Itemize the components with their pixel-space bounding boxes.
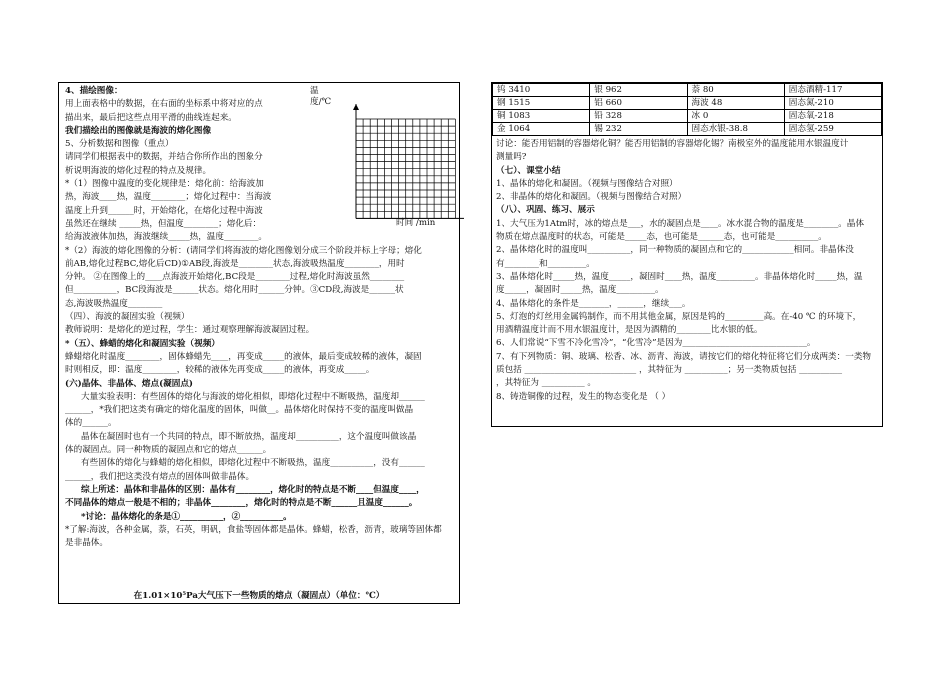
left-line: 我们描绘出的图像就是海波的熔化图像	[65, 125, 212, 136]
left-line: 4、描绘图像：	[65, 86, 123, 96]
table-cell: 铜 1083	[493, 110, 590, 123]
y-axis-label-line1: 温	[310, 86, 319, 96]
left-line: 给海波液体加热，海波继续_____热，温度________。	[65, 232, 267, 243]
right-line: 1、大气压为1Atm时，冰的熔点是___，水的凝固点是____。冰水混合物的温度是________。晶体	[496, 218, 865, 229]
left-line: 教师说明：是熔化的逆过程，学生：通过观察理解海波凝固过程。	[65, 325, 315, 336]
coordinate-grid	[304, 86, 464, 236]
right-line: 1、晶体的熔化和凝固。（视频与图像结合对照）	[496, 178, 678, 189]
y-axis-label-line2: 度/℃	[310, 97, 332, 107]
left-line: 体的凝固点。同一种物质的凝固点和它的熔点______。	[65, 445, 272, 456]
right-line: 4、晶体熔化的条件是_______，______，继续___。	[496, 298, 691, 309]
left-line: 有些固体的熔化与蜂蜡的熔化相似，即熔化过程中不断吸热，温度__________，没有______	[81, 458, 425, 469]
left-line: ______，*我们把这类有确定的熔化温度的固体，叫做__。晶体熔化时保持不变的温度叫做晶	[65, 405, 414, 416]
left-line: 虽然还在继续 _____热，但温度________；熔化后：	[65, 218, 262, 229]
left-line: 热，海波____热，温度________；熔化过程中：当海波	[65, 192, 272, 203]
table-cell: 钨 3410	[493, 84, 590, 97]
right-line: 讨论：能否用铝制的容器熔化铜？能否用铝制的容器熔化锡？南极室外的温度能用水银温度计	[496, 139, 849, 149]
left-line: 晶体在凝固时也有一个共同的特点，即不断放热，温度却__________，这个温度叫做该晶	[81, 431, 417, 442]
table-cell: 萘 80	[687, 84, 784, 97]
table-row	[493, 110, 882, 123]
left-line: 体的______。	[65, 418, 117, 429]
table-cell: 固态酒精-117	[784, 84, 881, 97]
left-line: 请同学们根据表中的数据，并结合你所作出的图象分	[65, 152, 263, 163]
right-line: （八）、巩固、练习、展示	[496, 205, 595, 216]
y-axis-arrow	[353, 104, 359, 110]
right-line: 8、铸造铜像的过程，发生的物态变化是 （ ）	[496, 391, 671, 402]
table-cell: 钢 1515	[493, 97, 590, 110]
right-line: 用酒精温度计而不用水银温度计，是因为酒精的________比水银的低。	[496, 325, 763, 336]
left-line: 析说明海波的熔化过程的特点及规律。	[65, 165, 212, 176]
left-line: *（1）图像中温度的变化规律是：熔化前：给海波加	[65, 179, 264, 190]
left-line: （四）、海波的凝固实验（视频）	[65, 312, 190, 323]
melting-point-table	[492, 83, 882, 136]
left-line: *（2）海波的熔化图像的分析：(请同学们将海波的熔化图像划分成三个阶段并标上字母；熔化	[65, 245, 422, 256]
right-line: 物质在熔点温度时的状态，可能是_____态，也可能是______态，也可能是__________。	[496, 232, 827, 243]
table-cell: 铝 660	[590, 97, 687, 110]
right-line: 6、人们常说“下雪不冷化雪冷”，“化雪冷”是因为_____________________________。	[496, 338, 816, 349]
right-line: 有________和_________。	[496, 258, 595, 269]
right-line: 3、晶体熔化时_____热，温度_____，凝固时____热，温度_________。非晶体熔化时_____热，温	[496, 271, 863, 282]
table-cell: 银 962	[590, 84, 687, 97]
left-line: ______，我们把这类没有熔点的固体叫做非晶体。	[65, 471, 255, 482]
table-cell: 固态水银-38.8	[687, 123, 784, 136]
right-line: 质包括 __________________________ ，其特征为 __________；另一类物质包括 __________	[496, 365, 843, 376]
left-line: 描出来，最后把这些点用平滑的曲线连起来。	[65, 112, 237, 123]
table-row	[493, 123, 882, 136]
table-caption: 在1.01×10⁵Pa大气压下一些物质的熔点（凝固点）（单位：℃）	[133, 591, 385, 601]
table-cell: 固态氧-218	[784, 110, 881, 123]
grid-svg	[304, 86, 464, 236]
table-cell: 固态氮-210	[784, 97, 881, 110]
left-line: 5、分析数据和图像（重点）	[65, 139, 174, 150]
left-line: 用上面表格中的数据，在右面的坐标系中将对应的点	[65, 99, 263, 110]
right-line: 5、灯泡的灯丝用金属钨制作，而不用其他金属，原因是钨的_________高。在-40 ℃ 的环境下，	[496, 311, 862, 322]
table-cell: 固态氢-259	[784, 123, 881, 136]
right-text-block	[496, 138, 882, 404]
right-line: 7、有下列物质：铜、玻璃、松香、冰、沥青、海波，请按它们的熔化特征将它们分成两类：一类物	[496, 351, 872, 362]
left-line: 蜂蜡熔化时温度________，固体蜂蜡先____，再变成_____的液体，最后变成较稀的液体，凝固	[65, 351, 422, 362]
right-line: （七）、课堂小结	[496, 165, 561, 176]
left-line: *（五）、蜂蜡的熔化和凝固实验（视频）	[65, 338, 220, 349]
left-line: 但__________，BC段海波是______状态。熔化用时______分钟。③CD段,海波是______状	[65, 285, 404, 296]
right-line: ，其特征为 __________ 。	[496, 378, 596, 389]
left-line: (六)晶体、非晶体、熔点(凝固点)	[65, 378, 193, 389]
right-line: 2、非晶体的熔化和凝固。（视频与图像结合对照）	[496, 192, 687, 203]
table-cell: 冰 0	[687, 110, 784, 123]
table-row	[493, 84, 882, 97]
left-line: 是非晶体。	[65, 538, 108, 549]
left-line: *了解:海波，各种金属，萘，石英，明矾，食盐等固体都是晶体。蜂蜡，松香，沥青，玻璃等固体都	[65, 524, 442, 535]
x-axis-label: 时间 /min	[396, 218, 436, 228]
left-line: 时则相反，即：温度________，较稀的液体先再变成_____的液体，再变成_____。	[65, 365, 375, 376]
table-row	[493, 97, 882, 110]
table-cell: 锡 232	[590, 123, 687, 136]
left-line: 前AB,熔化过程BC,熔化后CD)①AB段,海波是________状态,海波吸热温度________，用时	[65, 258, 405, 269]
left-line: *讨论：晶体熔化的条是①__________，②__________。	[81, 511, 292, 522]
table-cell: 海波 48	[687, 97, 784, 110]
left-line: 态,海波吸热温度________	[65, 298, 163, 309]
right-line: 2、晶体熔化时的温度叫__________，同一种物质的凝固点和它的____________相同。非晶体没	[496, 245, 854, 256]
left-line: 不同晶体的熔点一般是不相的；非晶体________，熔化时的特点是不断______且温度______。	[65, 498, 418, 509]
left-line: 综上所述：晶体和非晶体的区别：晶体有________，熔化时的特点是不断____但温度____，	[81, 484, 425, 495]
table-cell: 铅 328	[590, 110, 687, 123]
right-panel	[491, 82, 883, 427]
right-line: 测量吗?	[496, 152, 527, 163]
left-panel	[58, 82, 460, 604]
left-line: 温度上升到______时，开始熔化，在熔化过程中海波	[65, 205, 263, 216]
left-line: 大量实验表明：有些固体的熔化与海波的熔化相似，即熔化过程中不断吸热，温度却______	[81, 391, 425, 402]
left-line: 分钟。 ②在图像上的____点海波开始熔化,BC段是________过程,熔化时海波虽然________	[65, 272, 405, 283]
right-line: 度_____，凝固时_____热，温度_________。	[496, 285, 664, 296]
table-cell: 金 1064	[493, 123, 590, 136]
